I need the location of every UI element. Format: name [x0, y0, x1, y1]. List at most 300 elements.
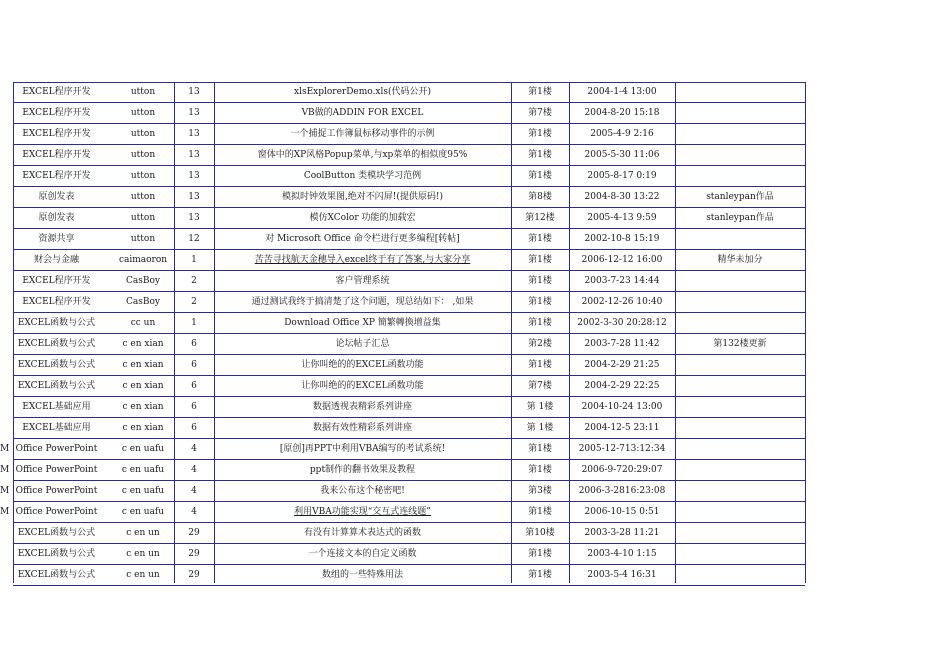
title-cell[interactable]: [214, 523, 511, 544]
count-cell[interactable]: [174, 355, 214, 376]
category-cell-text: Office PowerPoint: [15, 444, 98, 454]
row-marker[interactable]: [0, 523, 10, 544]
table-row: [0, 523, 950, 544]
date-cell-text: 2005-12-713:12:34: [578, 444, 666, 454]
date-cell[interactable]: [569, 439, 675, 460]
user-cell-text: utton: [130, 129, 156, 139]
count-cell-text: 29: [188, 528, 200, 538]
title-cell-text: 数据有效性精彩系列讲座: [312, 423, 412, 433]
floor-cell-text: 第 1楼: [526, 423, 554, 433]
title-cell-text: 苦苦寻找航天金穗导入excel终于有了答案,与大家分享: [254, 255, 471, 265]
note-cell[interactable]: [675, 229, 805, 250]
category-cell-text: EXCEL函数与公式: [17, 528, 96, 538]
note-cell[interactable]: [675, 544, 805, 565]
table-row: [0, 481, 950, 502]
user-cell-text: utton: [130, 171, 156, 181]
grid-line: [13, 585, 805, 586]
title-cell[interactable]: [214, 439, 511, 460]
category-cell[interactable]: [13, 271, 100, 292]
count-cell-text: 12: [188, 234, 200, 244]
note-cell[interactable]: [675, 439, 805, 460]
note-cell[interactable]: [675, 124, 805, 145]
floor-cell[interactable]: [511, 271, 569, 292]
floor-cell-text: 第1楼: [528, 129, 552, 139]
user-cell-text: utton: [130, 234, 156, 244]
count-cell-text: 13: [188, 192, 200, 202]
category-cell[interactable]: [13, 460, 100, 481]
floor-cell-text: 第1楼: [528, 360, 552, 370]
category-cell[interactable]: [13, 523, 100, 544]
table-row: [0, 271, 950, 292]
title-cell[interactable]: [214, 208, 511, 229]
count-cell[interactable]: [174, 124, 214, 145]
title-cell[interactable]: [214, 124, 511, 145]
grid-line: [13, 543, 805, 544]
count-cell[interactable]: [174, 145, 214, 166]
row-marker[interactable]: [0, 355, 10, 376]
count-cell[interactable]: [174, 250, 214, 271]
grid-line: [13, 459, 805, 460]
table-row: [0, 565, 950, 586]
note-cell[interactable]: [675, 502, 805, 523]
title-cell[interactable]: [214, 397, 511, 418]
date-cell[interactable]: [569, 271, 675, 292]
floor-cell-text: 第1楼: [528, 150, 552, 160]
row-marker-text: M: [0, 465, 10, 475]
floor-cell-text: 第1楼: [528, 87, 552, 97]
category-cell-text: EXCEL程序开发: [22, 150, 91, 160]
floor-cell-text: 第8楼: [528, 192, 552, 202]
title-cell-text: 窗体中的XP风格Popup菜单,与xp菜单的相似度95%: [257, 150, 468, 160]
floor-cell-text: 第10楼: [525, 528, 555, 538]
user-cell-text: c en xian: [122, 381, 164, 391]
floor-cell-text: 第3楼: [528, 486, 552, 496]
note-cell[interactable]: [675, 313, 805, 334]
date-cell-text: 2003-4-10 1:15: [587, 549, 657, 559]
count-cell-text: 4: [191, 486, 197, 496]
grid-line: [13, 480, 805, 481]
grid-line: [13, 522, 805, 523]
user-cell-text: utton: [130, 87, 156, 97]
category-cell[interactable]: [13, 376, 100, 397]
grid-line: [13, 165, 805, 166]
user-cell-text: utton: [130, 192, 156, 202]
count-cell[interactable]: [174, 187, 214, 208]
category-cell[interactable]: [13, 208, 100, 229]
floor-cell[interactable]: [511, 418, 569, 439]
title-cell[interactable]: [214, 145, 511, 166]
category-cell-text: EXCEL函数与公式: [17, 570, 96, 580]
row-marker[interactable]: [0, 208, 10, 229]
count-cell[interactable]: [174, 334, 214, 355]
title-cell[interactable]: [214, 82, 511, 103]
user-cell-text: c en uafu: [121, 507, 165, 517]
floor-cell[interactable]: [511, 439, 569, 460]
table-row: [0, 397, 950, 418]
floor-cell-text: 第1楼: [528, 570, 552, 580]
count-cell-text: 6: [191, 402, 197, 412]
title-cell[interactable]: [214, 250, 511, 271]
date-cell[interactable]: [569, 376, 675, 397]
grid-line: [13, 354, 805, 355]
category-cell-text: 原创发表: [38, 192, 75, 202]
title-cell[interactable]: [214, 565, 511, 586]
date-cell[interactable]: [569, 502, 675, 523]
title-cell-text: 让你叫绝的的EXCEL函数功能: [301, 360, 424, 370]
floor-cell[interactable]: [511, 565, 569, 586]
count-cell-text: 4: [191, 465, 197, 475]
table-row: [0, 376, 950, 397]
note-cell[interactable]: [675, 103, 805, 124]
date-cell[interactable]: [569, 82, 675, 103]
floor-cell-text: 第7楼: [528, 381, 552, 391]
table-row: [0, 544, 950, 565]
table-row: [0, 166, 950, 187]
date-cell-text: 2005-4-9 2:16: [590, 129, 654, 139]
count-cell[interactable]: [174, 271, 214, 292]
count-cell-text: 1: [191, 255, 197, 265]
note-cell-text: stanleypan作品: [706, 213, 774, 223]
count-cell[interactable]: [174, 544, 214, 565]
row-marker[interactable]: [0, 334, 10, 355]
category-cell[interactable]: [13, 187, 100, 208]
user-cell-text: c en xian: [122, 339, 164, 349]
grid-line: [13, 207, 805, 208]
title-cell[interactable]: [214, 187, 511, 208]
title-cell-text: 论坛帖子汇总: [335, 339, 390, 349]
title-cell[interactable]: [214, 313, 511, 334]
count-cell-text: 13: [188, 213, 200, 223]
floor-cell[interactable]: [511, 523, 569, 544]
title-cell-text: 客户管理系统: [335, 276, 390, 286]
date-cell[interactable]: [569, 565, 675, 586]
floor-cell[interactable]: [511, 355, 569, 376]
count-cell[interactable]: [174, 523, 214, 544]
note-cell[interactable]: [675, 145, 805, 166]
date-cell[interactable]: [569, 250, 675, 271]
grid-line: [13, 270, 805, 271]
category-cell[interactable]: [13, 103, 100, 124]
note-cell[interactable]: [675, 355, 805, 376]
floor-cell-text: 第1楼: [528, 255, 552, 265]
row-marker-text: M: [0, 507, 10, 517]
row-marker[interactable]: [0, 460, 10, 481]
category-cell[interactable]: [13, 565, 100, 586]
date-cell[interactable]: [569, 229, 675, 250]
table-row: [0, 502, 950, 523]
note-cell[interactable]: [675, 460, 805, 481]
grid-line: [13, 312, 805, 313]
title-cell[interactable]: [214, 334, 511, 355]
date-cell[interactable]: [569, 187, 675, 208]
floor-cell[interactable]: [511, 544, 569, 565]
category-cell[interactable]: [13, 124, 100, 145]
note-cell-text: 精华未加分: [717, 255, 763, 265]
count-cell[interactable]: [174, 418, 214, 439]
title-cell-text: 模拟时钟效果图,绝对不闪屏!(提供原码!): [281, 192, 444, 202]
date-cell[interactable]: [569, 523, 675, 544]
count-cell[interactable]: [174, 103, 214, 124]
date-cell[interactable]: [569, 334, 675, 355]
note-cell[interactable]: [675, 187, 805, 208]
table-row: [0, 334, 950, 355]
count-cell[interactable]: [174, 166, 214, 187]
row-marker[interactable]: [0, 82, 10, 103]
category-cell[interactable]: [13, 292, 100, 313]
note-cell[interactable]: [675, 523, 805, 544]
note-cell[interactable]: [675, 166, 805, 187]
note-cell[interactable]: [675, 250, 805, 271]
date-cell[interactable]: [569, 208, 675, 229]
category-cell[interactable]: [13, 145, 100, 166]
user-cell-text: cc un: [130, 318, 156, 328]
user-cell-text: CasBoy: [126, 276, 160, 286]
floor-cell[interactable]: [511, 292, 569, 313]
category-cell-text: EXCEL函数与公式: [17, 549, 96, 559]
category-cell-text: Office PowerPoint: [15, 465, 98, 475]
table-row: [0, 460, 950, 481]
row-marker[interactable]: [0, 439, 10, 460]
category-cell[interactable]: [13, 313, 100, 334]
count-cell[interactable]: [174, 376, 214, 397]
user-cell-text: c en xian: [122, 402, 164, 412]
user-cell-text: c en uafu: [121, 444, 165, 454]
date-cell-text: 2002-12-26 10:40: [581, 297, 663, 307]
count-cell[interactable]: [174, 460, 214, 481]
category-cell-text: EXCEL程序开发: [22, 171, 91, 181]
count-cell[interactable]: [174, 481, 214, 502]
count-cell-text: 13: [188, 129, 200, 139]
floor-cell[interactable]: [511, 229, 569, 250]
date-cell-text: 2002-3-30 20:28:12: [577, 318, 667, 328]
count-cell[interactable]: [174, 292, 214, 313]
count-cell[interactable]: [174, 208, 214, 229]
date-cell[interactable]: [569, 460, 675, 481]
title-cell[interactable]: [214, 418, 511, 439]
note-cell[interactable]: [675, 565, 805, 586]
title-cell-text: 数组的一些特殊用法: [321, 570, 403, 580]
user-cell-text: c en xian: [122, 360, 164, 370]
note-cell[interactable]: [675, 208, 805, 229]
date-cell[interactable]: [569, 313, 675, 334]
note-cell[interactable]: [675, 82, 805, 103]
category-cell[interactable]: [13, 439, 100, 460]
floor-cell[interactable]: [511, 103, 569, 124]
title-cell[interactable]: [214, 103, 511, 124]
row-marker[interactable]: [0, 313, 10, 334]
category-cell-text: EXCEL程序开发: [22, 87, 91, 97]
grid-line: [13, 375, 805, 376]
floor-cell[interactable]: [511, 313, 569, 334]
row-marker[interactable]: [0, 145, 10, 166]
note-cell[interactable]: [675, 271, 805, 292]
note-cell[interactable]: [675, 481, 805, 502]
category-cell-text: 原创发表: [38, 213, 75, 223]
category-cell[interactable]: [13, 334, 100, 355]
count-cell[interactable]: [174, 313, 214, 334]
grid-line: [13, 333, 805, 334]
table-row: [0, 439, 950, 460]
title-cell[interactable]: [214, 481, 511, 502]
date-cell-text: 2006-3-2816:23:08: [578, 486, 666, 496]
title-cell-text: CoolButton 类模块学习范例: [303, 171, 422, 181]
count-cell-text: 2: [191, 276, 197, 286]
category-cell[interactable]: [13, 418, 100, 439]
category-cell[interactable]: [13, 397, 100, 418]
date-cell-text: 2006-10-15 0:51: [584, 507, 660, 517]
date-cell[interactable]: [569, 124, 675, 145]
floor-cell-text: 第1楼: [528, 318, 552, 328]
title-cell[interactable]: [214, 460, 511, 481]
count-cell-text: 6: [191, 381, 197, 391]
category-cell[interactable]: [13, 229, 100, 250]
count-cell[interactable]: [174, 565, 214, 586]
note-cell[interactable]: [675, 292, 805, 313]
date-cell[interactable]: [569, 418, 675, 439]
grid-line: [13, 291, 805, 292]
row-marker[interactable]: [0, 250, 10, 271]
title-cell[interactable]: [214, 292, 511, 313]
floor-cell-text: 第1楼: [528, 549, 552, 559]
title-cell-text: VB做的ADDIN FOR EXCEL: [301, 108, 424, 118]
category-cell-text: EXCEL程序开发: [22, 297, 91, 307]
count-cell[interactable]: [174, 502, 214, 523]
floor-cell-text: 第1楼: [528, 507, 552, 517]
title-cell-text: 通过测试我终于搞清楚了这个问题，现总结如下： ,如果: [251, 297, 474, 307]
category-cell[interactable]: [13, 82, 100, 103]
floor-cell[interactable]: [511, 208, 569, 229]
date-cell-text: 2003-7-28 11:42: [584, 339, 660, 349]
title-cell[interactable]: [214, 355, 511, 376]
row-marker[interactable]: [0, 376, 10, 397]
category-cell[interactable]: [13, 502, 100, 523]
count-cell-text: 4: [191, 507, 197, 517]
title-cell-text: 模仿XColor 功能的加载宏: [309, 213, 416, 223]
row-marker[interactable]: [0, 565, 10, 586]
row-marker[interactable]: [0, 502, 10, 523]
table-row: [0, 418, 950, 439]
note-cell[interactable]: [675, 334, 805, 355]
grid-line: [805, 82, 806, 583]
floor-cell[interactable]: [511, 460, 569, 481]
floor-cell-text: 第2楼: [528, 339, 552, 349]
grid-line: [13, 123, 805, 124]
date-cell[interactable]: [569, 481, 675, 502]
row-marker[interactable]: [0, 229, 10, 250]
date-cell[interactable]: [569, 103, 675, 124]
row-marker[interactable]: [0, 481, 10, 502]
category-cell[interactable]: [13, 250, 100, 271]
table-row: [0, 124, 950, 145]
title-cell[interactable]: [214, 544, 511, 565]
title-cell[interactable]: [214, 271, 511, 292]
floor-cell[interactable]: [511, 250, 569, 271]
floor-cell[interactable]: [511, 187, 569, 208]
floor-cell-text: 第12楼: [525, 213, 555, 223]
note-cell[interactable]: [675, 418, 805, 439]
table-row: [0, 82, 950, 103]
floor-cell[interactable]: [511, 502, 569, 523]
user-cell-text: c en uafu: [121, 465, 165, 475]
table-row: [0, 187, 950, 208]
row-marker[interactable]: [0, 271, 10, 292]
note-cell-text: 第132楼更新: [713, 339, 767, 349]
date-cell-text: 2004-8-30 13:22: [584, 192, 660, 202]
row-marker[interactable]: [0, 418, 10, 439]
count-cell-text: 13: [188, 108, 200, 118]
count-cell-text: 13: [188, 150, 200, 160]
title-cell[interactable]: [214, 502, 511, 523]
row-marker[interactable]: [0, 187, 10, 208]
grid-line: [13, 396, 805, 397]
note-cell[interactable]: [675, 376, 805, 397]
user-cell-text: c en un: [126, 528, 160, 538]
note-cell[interactable]: [675, 397, 805, 418]
row-marker[interactable]: [0, 166, 10, 187]
row-marker[interactable]: [0, 124, 10, 145]
category-cell[interactable]: [13, 166, 100, 187]
count-cell[interactable]: [174, 439, 214, 460]
floor-cell-text: 第1楼: [528, 297, 552, 307]
floor-cell[interactable]: [511, 82, 569, 103]
count-cell-text: 29: [188, 549, 200, 559]
count-cell-text: 6: [191, 360, 197, 370]
floor-cell[interactable]: [511, 397, 569, 418]
floor-cell[interactable]: [511, 481, 569, 502]
category-cell[interactable]: [13, 481, 100, 502]
user-cell-text: c en un: [126, 549, 160, 559]
floor-cell[interactable]: [511, 334, 569, 355]
count-cell[interactable]: [174, 229, 214, 250]
row-marker[interactable]: [0, 397, 10, 418]
date-cell[interactable]: [569, 397, 675, 418]
category-cell[interactable]: [13, 355, 100, 376]
title-cell[interactable]: [214, 166, 511, 187]
floor-cell-text: 第1楼: [528, 444, 552, 454]
count-cell[interactable]: [174, 82, 214, 103]
title-cell[interactable]: [214, 376, 511, 397]
floor-cell[interactable]: [511, 124, 569, 145]
table-row: [0, 355, 950, 376]
table-row: [0, 103, 950, 124]
date-cell[interactable]: [569, 145, 675, 166]
row-marker[interactable]: [0, 103, 10, 124]
user-cell-text: c en un: [126, 570, 160, 580]
count-cell[interactable]: [174, 397, 214, 418]
title-cell[interactable]: [214, 229, 511, 250]
count-cell-text: 6: [191, 423, 197, 433]
user-cell-text: CasBoy: [126, 297, 160, 307]
date-cell[interactable]: [569, 355, 675, 376]
category-cell-text: EXCEL程序开发: [22, 129, 91, 139]
title-cell-text: ppt制作的翻书效果及教程: [309, 465, 416, 475]
title-cell-text: 让你叫绝的的EXCEL函数功能: [301, 381, 424, 391]
category-cell-text: Office PowerPoint: [15, 507, 98, 517]
floor-cell[interactable]: [511, 166, 569, 187]
category-cell[interactable]: [13, 544, 100, 565]
floor-cell[interactable]: [511, 376, 569, 397]
user-cell-text: c en xian: [122, 423, 164, 433]
date-cell[interactable]: [569, 544, 675, 565]
row-marker[interactable]: [0, 292, 10, 313]
date-cell[interactable]: [569, 292, 675, 313]
grid-line: [13, 501, 805, 502]
title-cell-text: 一个捕捉工作簿鼠标移动事件的示例: [290, 129, 435, 139]
date-cell[interactable]: [569, 166, 675, 187]
floor-cell[interactable]: [511, 145, 569, 166]
table-row: [0, 208, 950, 229]
row-marker[interactable]: [0, 544, 10, 565]
